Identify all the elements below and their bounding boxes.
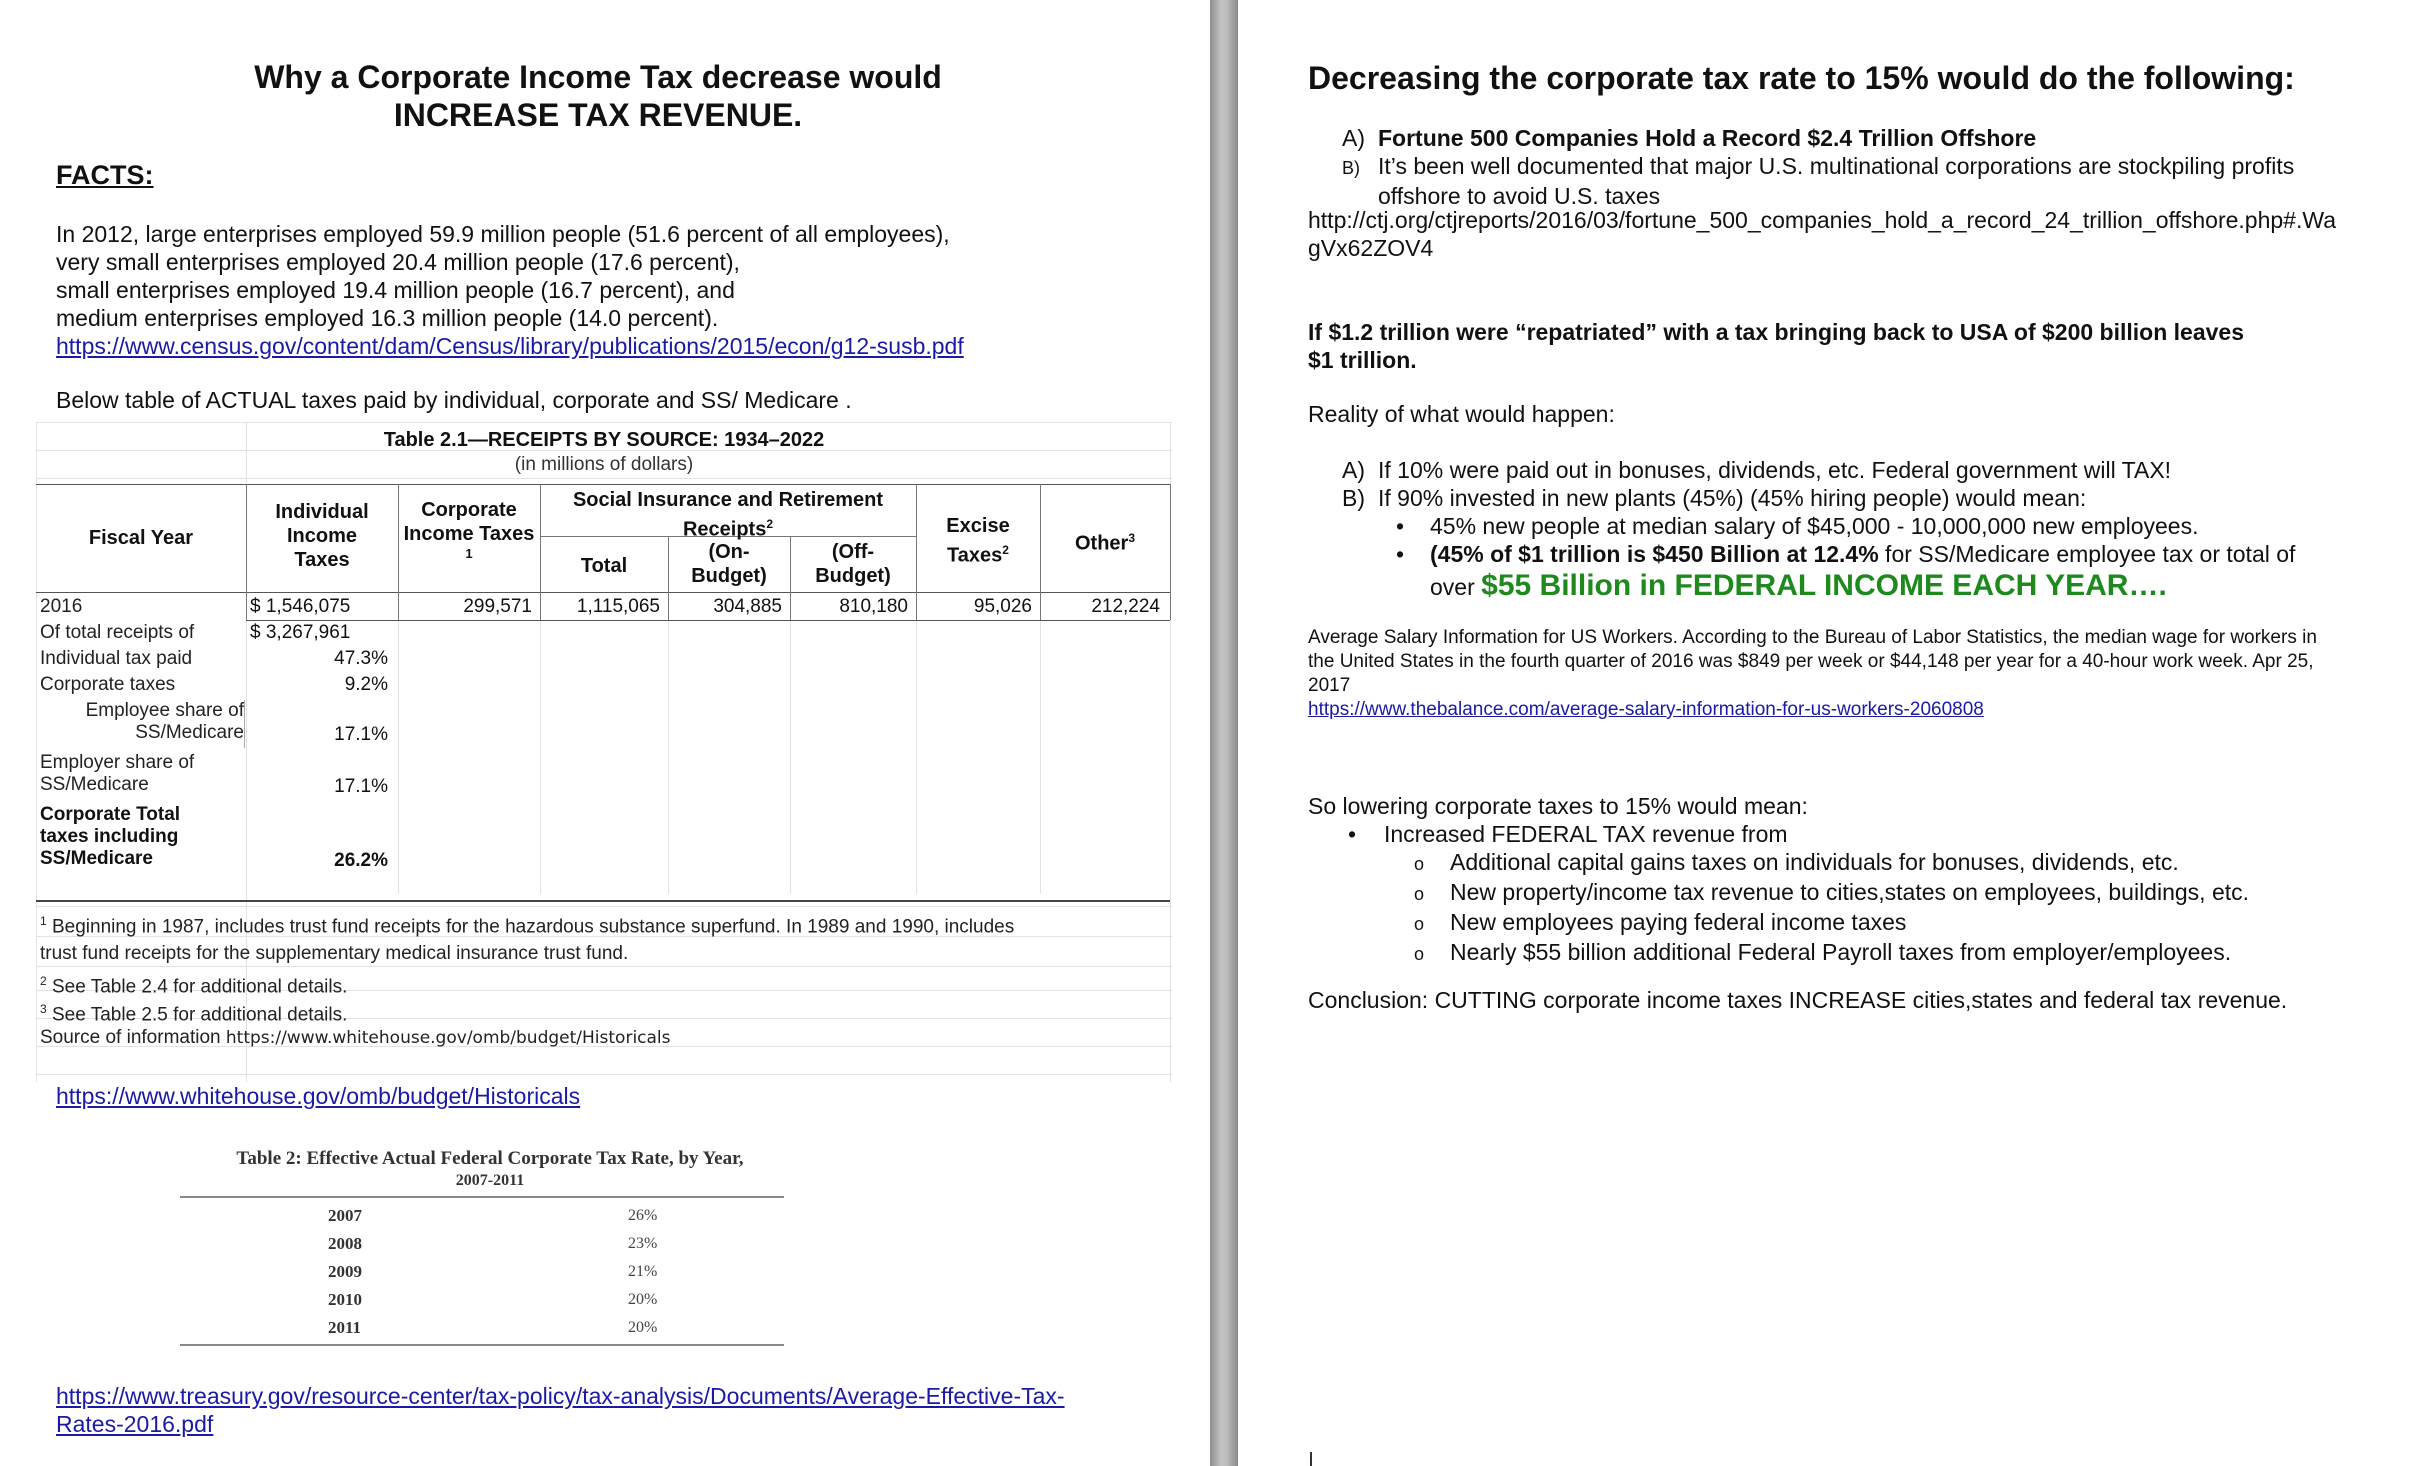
- row-total-receipts-value: $ 3,267,961: [250, 622, 351, 643]
- col-off-budget: (Off- Budget): [815, 541, 891, 587]
- sub-item-property-tax: o New property/income tax revenue to cities,states on employees, buildings, etc.: [1414, 879, 2250, 905]
- row-individual-tax-label: Individual tax paid: [40, 648, 193, 669]
- left-document-page: [0, 0, 1210, 1466]
- sub-item-federal-income: o New employees paying federal income taxes: [1414, 909, 1907, 935]
- table2-rate-2008: 23%: [628, 1235, 658, 1252]
- table21-footnote-3: $^3$ See Table 2.5 for additional details.: [40, 1002, 348, 1026]
- table2-rate-2007: 26%: [628, 1207, 658, 1224]
- reality-list: A) If 10% were paid out in bonuses, dividends, etc. Federal government will TAX! B) If 90% invested in new plants (45%) (45% hiring people) would mean:: [1342, 457, 2172, 511]
- green-highlight-text: $55 Billion in FEDERAL INCOME EACH YEAR….: [1481, 569, 2167, 602]
- facts-heading: FACTS:: [56, 160, 154, 190]
- treasury-link[interactable]: https://www.treasury.gov/resource-center/tax-policy/tax-analysis/Documents/Average-Effective-Tax- Rates-2016.pdf: [56, 1383, 1065, 1437]
- table-intro-text: Below table of ACTUAL taxes paid by individual, corporate and SS/ Medicare .: [56, 387, 852, 413]
- reality-bullets: • 45% new people at median salary of $45,000 - 10,000,000 new employees. • (45% of $1 trillion is $450 Billion at 12.4% for SS/Medicare employee tax or total of over $55 Billion in FEDERAL INCOME EACH YEAR….: [1396, 512, 2416, 605]
- table21-title: Table 2.1—RECEIPTS BY SOURCE: 1934–2022: [383, 429, 825, 451]
- row-corporate-taxes-label: Corporate taxes: [40, 674, 176, 695]
- col-fiscal-year: Fiscal Year: [88, 527, 194, 549]
- row-corporate-taxes-value: 9.2%: [344, 674, 388, 695]
- row-employee-share-value: 17.1%: [334, 724, 388, 745]
- table2-year-2010: 2010: [328, 1290, 362, 1309]
- left-page-title: Why a Corporate Income Tax decrease would INCREASE TAX REVENUE.: [254, 59, 942, 133]
- table2-title: Table 2: Effective Actual Federal Corporate Tax Rate, by Year,: [236, 1148, 744, 1169]
- row-individual-tax-value: 47.3%: [334, 648, 388, 669]
- row-2016-year: 2016: [40, 596, 83, 617]
- sub-item-capital-gains: o Additional capital gains taxes on individuals for bonuses, dividends, etc.: [1414, 849, 2179, 875]
- table21-subtitle: (in millions of dollars): [514, 454, 694, 475]
- repatriated-paragraph: If $1.2 trillion were “repatriated” with a tax bringing back to USA of $200 billion leaves $1 trillion.: [1308, 319, 2245, 373]
- census-link[interactable]: https://www.census.gov/content/dam/Census/library/publications/2015/econ/g12-susb.pdf: [56, 333, 964, 359]
- row-2016-excise: 95,026: [973, 596, 1032, 617]
- table2-rate-2009: 21%: [628, 1263, 658, 1280]
- row-employer-share-value: 17.1%: [334, 776, 388, 797]
- col-other: Other$^3$: [1074, 531, 1136, 555]
- text-cursor: [1310, 1452, 1312, 1466]
- table2-rate-2010: 20%: [628, 1291, 658, 1308]
- table2-subtitle: 2007-2011: [455, 1172, 525, 1189]
- row-2016-individual: $ 1,546,075: [250, 596, 351, 617]
- col-social-total: Total: [580, 555, 628, 577]
- effective-tax-rate-table: [180, 1148, 800, 1348]
- page-divider: [1210, 0, 1238, 1466]
- bullet-new-employees: • 45% new people at median salary of $45,000 - 10,000,000 new employees.: [1396, 513, 2199, 539]
- table2-rate-2011: 20%: [628, 1319, 658, 1336]
- ctj-url: http://ctj.org/ctjreports/2016/03/fortune_500_companies_hold_a_record_24_trillion_offshore.php#.Wa gVx62ZOV4: [1308, 207, 2337, 261]
- table2-year-2011: 2011: [328, 1318, 362, 1337]
- row-2016-corporate: 299,571: [463, 596, 532, 617]
- table21-footnote-1: $^1$ Beginning in 1987, includes trust fund receipts for the hazardous substance superfund. In 1989 and 1990, includes trust fund receipts for the supplementary medical insurance trust fund.: [40, 914, 1015, 965]
- row-2016-total: 1,115,065: [576, 596, 660, 617]
- lowering-bullet: • Increased FEDERAL TAX revenue from: [1348, 821, 1788, 847]
- row-employee-share-label: Employee share of SS/Medicare: [85, 700, 244, 743]
- row-2016-off-budget: 810,180: [839, 596, 908, 617]
- row-2016-other: 212,224: [1091, 596, 1160, 617]
- salary-link[interactable]: https://www.thebalance.com/average-salary-information-for-us-workers-2060808: [1308, 699, 1984, 720]
- table2-year-2008: 2008: [328, 1234, 362, 1253]
- list-fortune-500: A) Fortune 500 Companies Hold a Record $2.4 Trillion Offshore B) It’s been well documented that major U.S. multinational corporations are stockpiling profits offshore to avoid U.S. taxes: [1342, 125, 2295, 209]
- table2-year-2007: 2007: [328, 1206, 362, 1225]
- col-corporate-income-taxes: Corporate Income Taxes 1: [403, 499, 535, 561]
- table2-year-2009: 2009: [328, 1262, 362, 1281]
- row-corp-total-value: 26.2%: [334, 850, 388, 871]
- salary-info: Average Salary Information for US Workers. According to the Bureau of Labor Statistics, the median wage for workers in the United States in the fourth quarter of 2016 was $849 per week or $44,148 per year for a 40-hour work week. Apr 25, 2017 https://www.thebalance.com/average-salary-information-for-us-workers-2060808: [1308, 626, 2418, 722]
- table21-source: Source of information https://www.whitehouse.gov/omb/budget/Historicals: [40, 1027, 671, 1048]
- col-on-budget: (On- Budget): [691, 541, 767, 587]
- table21-footnote-2: $^2$ See Table 2.4 for additional details.: [40, 974, 348, 998]
- facts-paragraph: In 2012, large enterprises employed 59.9 million people (51.6 percent of all employees), very small enterprises employed 20.4 million people (17.6 percent), small enterprises employed 19.4 million people (16.7 percent), and medium enterprises employed 16.3 million people (14.0 percent). https://www.census.gov/content/dam/Census/library/publications/2015/econ/g12-susb.pdf: [56, 220, 1156, 360]
- right-page-title: Decreasing the corporate tax rate to 15% would do the following:: [1308, 60, 2295, 96]
- lowering-heading: So lowering corporate taxes to 15% would mean:: [1308, 793, 1808, 819]
- right-document-page: [1238, 0, 2422, 1466]
- col-excise-taxes: Excise Taxes$^2$: [946, 515, 1010, 567]
- sub-item-payroll: o Nearly $55 billion additional Federal Payroll taxes from employer/employees.: [1414, 939, 2232, 965]
- conclusion-text: Conclusion: CUTTING corporate income taxes INCREASE cities,states and federal tax revenue.: [1308, 987, 2288, 1013]
- receipts-by-source-table: [36, 422, 1172, 1082]
- row-total-receipts-label: Of total receipts of: [40, 622, 195, 643]
- lowering-sub-items: [1414, 848, 2414, 968]
- row-employer-share-label: Employer share of SS/Medicare: [40, 752, 195, 795]
- col-individual-income-taxes: Individual Income Taxes: [275, 501, 369, 571]
- col-social-insurance: Social Insurance and Retirement Receipts$^2$: [572, 489, 884, 541]
- reality-heading: Reality of what would happen:: [1308, 401, 1615, 427]
- bullet-payroll-tax: • (45% of $1 trillion is $450 Billion at 12.4% for SS/Medicare employee tax or total of: [1396, 541, 2296, 567]
- row-corp-total-label: Corporate Total taxes including SS/Medicare: [40, 804, 181, 869]
- whitehouse-link[interactable]: https://www.whitehouse.gov/omb/budget/Historicals: [56, 1083, 581, 1109]
- row-2016-on-budget: 304,885: [713, 596, 782, 617]
